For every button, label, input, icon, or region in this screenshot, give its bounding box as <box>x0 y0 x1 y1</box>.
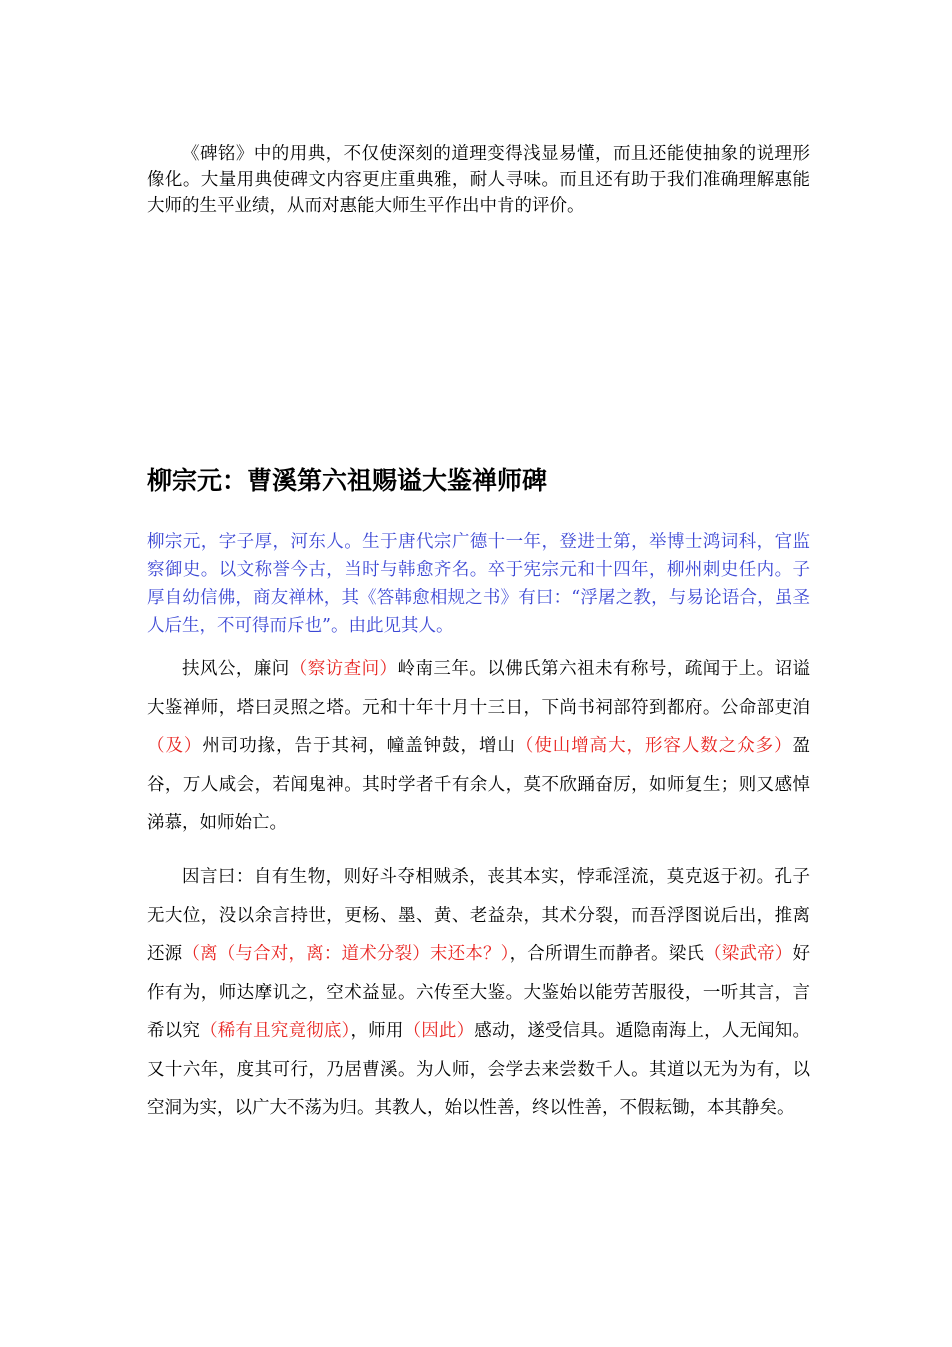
text-segment: 岭南三年。以佛氏第六祖未有称号，疏闻于上。诏谥大鉴禅师，塔曰灵照之塔。元和十年十月十三日，下尚书祠部符到都府。公命部吏洎 <box>147 659 811 718</box>
text-segment: 因言曰：自有生物，则好斗夺相贼杀，丧其本实，悖乖淫流，莫克返于初。孔子无大位，没以余言持世，更杨、墨、黄、老益杂，其术分裂，而吾浮图说后出，推离还源 <box>147 867 810 964</box>
body-paragraph-1 <box>147 650 810 843</box>
text-segment: 扶风公，廉问 <box>182 659 290 679</box>
annotation: （察访查问） <box>289 659 398 679</box>
text-segment: 感动，遂受信具。遁隐南海上，人无闻知。又十六年，度其可行，乃居曹溪。为人师，会学去来尝数千人。其道以无为为有，以空洞为实，以广大不荡为归。其教人，始以性善，终以性善，不假耘锄，本其静矣。 <box>147 1021 811 1118</box>
text-segment: 州司功掾，告于其祠，幢盖钟鼓，增山 <box>202 736 516 756</box>
text-segment: 盈谷，万人咸会，若闻鬼神。其时学者千有余人，莫不欣踊奋厉，如师复生；则又感悼涕慕，如师始亡。 <box>147 736 811 833</box>
annotation: （因此） <box>403 1021 475 1041</box>
annotation: （及） <box>147 736 203 756</box>
body-paragraph-2 <box>147 858 810 1128</box>
text-segment: ，师用 <box>350 1021 404 1041</box>
text-segment: ，合所谓生而静者。梁氏 <box>509 944 705 964</box>
annotation: （离（与合对，离：道术分裂）末还本？） <box>182 944 510 964</box>
text-segment: 好作有为，师达摩讥之，空术益显。六传至大鉴。大鉴始以能劳苦服役，一听其言，言希以究 <box>147 944 811 1041</box>
article-title: 柳宗元：曹溪第六祖赐谥大鉴禅师碑 <box>147 466 548 495</box>
intro-paragraph: 《碑铭》中的用典，不仅使深刻的道理变得浅显易懂，而且还能使抽象的说理形像化。大量用典使碑文内容更庄重典雅，耐人寻味。而且还有助于我们准确理解惠能大师的生平业绩，从而对惠能大师生平作出中肯的评价。 <box>147 144 810 216</box>
author-bio-paragraph: 柳宗元，字子厚，河东人。生于唐代宗广德十一年，登进士第，举博士鸿词科，官监察御史。以文称誉今古，当时与韩愈齐名。卒于宪宗元和十四年，柳州刺史任内。子厚自幼信佛，商友禅林，其《答韩愈相规之书》有曰：“浮屠之教，与易论语合，虽圣人后生，不可得而斥也”。由此见其人。 <box>147 532 810 636</box>
annotation: （使山增高大，形容人数之众多） <box>515 736 793 756</box>
annotation: （梁武帝） <box>704 944 793 964</box>
annotation: （稀有且究竟彻底） <box>200 1021 351 1041</box>
